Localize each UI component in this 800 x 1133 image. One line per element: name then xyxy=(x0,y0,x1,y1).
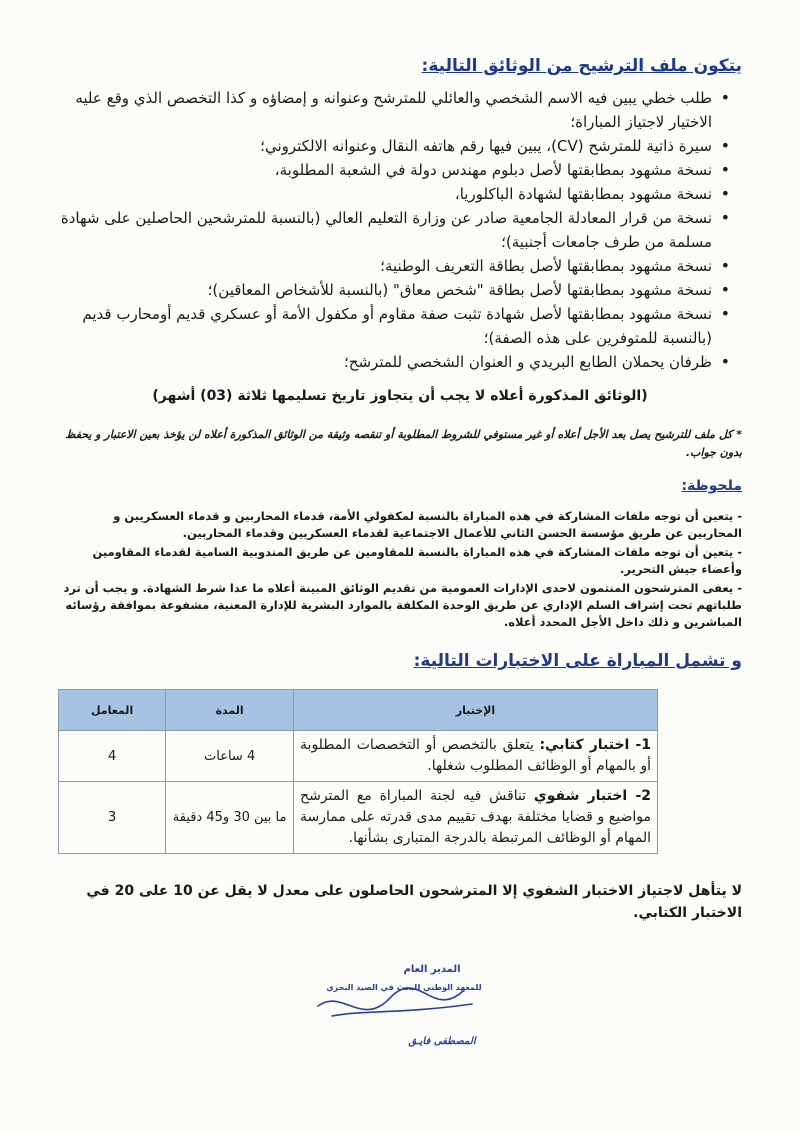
signature-scribble-icon xyxy=(318,988,472,1016)
note-paragraph: - يتعين أن توجه ملفات المشاركة في هذه المباراة بالنسبة لمكفولي الأمة، قدماء المحاربين و قدماء العسكريين و المحاربين عن طريق مؤسسة الحسن الثاني للأعمال الاجتماعية لقدماء العسكريين وقدماء المحاربين. xyxy=(113,509,742,540)
document-item: • نسخة مشهود بمطابقتها لشهادة الباكلوريا، xyxy=(58,182,730,206)
header-test: الإختبار xyxy=(294,690,658,731)
note-title: ملحوظة: xyxy=(681,478,742,494)
coefficient-cell: 4 xyxy=(59,731,166,782)
table-header-row xyxy=(59,690,658,731)
header-duration: المدة xyxy=(166,690,294,731)
validity-note: (الوثائق المذكورة أعلاه لا يجب أن يتجاوز تاريخ تسليمها ثلاثة (03) أشهر) xyxy=(152,388,648,404)
duration-cell: ما بين 30 و45 دقيقة xyxy=(166,782,294,854)
note-paragraph: - يعفى المترشحون المنتمون لاحدى الإدارات العمومية من تقديم الوثائق المبينة أعلاه ما عدا شرط الشهادة. و يجب أن ترد طلباتهم تحت إشراف السلم الإداري عن طريق الوحدة المكلفة بالموارد البشرية للإدارة المعنية، مشفوعة بموافقة رؤسائه المباشرين و ذلك داخل الأجل المحدد أعلاه. xyxy=(63,581,742,629)
tests-heading: و تشمل المباراة على الاختبارات التالية: xyxy=(413,651,742,671)
duration-cell: 4 ساعات xyxy=(166,731,294,782)
note-paragraph: - يتعين أن توجه ملفات المشاركة في هذه المباراة بالنسبة للمقاومين عن طريق المندوبية السامية لقدماء المقاومين وأعضاء جيش التحرير. xyxy=(92,545,742,576)
document-item: • نسخة مشهود بمطابقتها لأصل بطاقة التعريف الوطنية؛ xyxy=(58,254,730,278)
warning-note: * كل ملف للترشيح يصل بعد الأجل أعلاه أو غير مستوفي للشروط المطلوبة أو تنقصه وثيقة من الوثائق المذكورة أعلاه لن يؤخذ بعين الاعتبار و يحفظ بدون جواب. xyxy=(65,428,742,459)
test-description: يتعلق بالتخصص أو التخصصات المطلوبة أو بالمهام أو الوظائف المطلوب شغلها. xyxy=(300,737,651,774)
test-title: 1- اختبار كتابي: xyxy=(539,737,652,753)
document-item: • نسخة من قرار المعادلة الجامعية صادر عن وزارة التعليم العالي (بالنسبة للمترشحين الحاصلين على شهادة مسلمة من طرف جامعات أجنبية)؛ xyxy=(58,206,730,254)
document-item: • طلب خطي يبين فيه الاسم الشخصي والعائلي للمترشح وعنوانه و إمضاؤه و كذا التخصص الذي وقع عليه الاختيار لاجتياز المباراة؛ xyxy=(58,86,730,134)
eligibility-note: لا يتأهل لاجتياز الاختبار الشفوي إلا المترشحون الحاصلون على معدل لا يقل عن 10 على 20 في الاختبار الكتابي. xyxy=(86,883,742,921)
test-description: تناقش فيه لجنة المباراة مع المترشح مواضيع و قضايا مختلفة بهدف تقييم مدى قدرته على ممارسة المهام أو الوظائف المرتبطة بالدرجة المتبارى بشأنها. xyxy=(300,788,651,846)
document-item: • نسخة مشهود بمطابقتها لأصل بطاقة "شخص معاق" (بالنسبة للأشخاص المعاقين)؛ xyxy=(58,278,730,302)
coefficient-cell: 3 xyxy=(59,782,166,854)
notes-block xyxy=(58,508,742,631)
document-item: • ظرفان يحملان الطابع البريدي و العنوان الشخصي للمترشح؛ xyxy=(58,350,730,374)
signature-institution: للمعهد الوطني للبحث في الصيد البحري xyxy=(326,983,482,992)
document-item: • سيرة ذاتية للمترشح (CV)، يبين فيها رقم هاتفه النقال وعنوانه الالكتروني؛ xyxy=(58,134,730,158)
table-row xyxy=(59,731,658,782)
test-cell xyxy=(294,731,658,782)
signature-title: المدير العام xyxy=(403,964,461,975)
documents-heading: يتكون ملف الترشيح من الوثائق التالية: xyxy=(421,56,742,76)
signature-stamp xyxy=(312,958,492,1058)
test-cell xyxy=(294,782,658,854)
test-title: 2- اختبار شفوي xyxy=(533,788,652,804)
table-row xyxy=(59,782,658,854)
header-coefficient: المعامل xyxy=(59,690,166,731)
tests-table xyxy=(58,689,658,854)
signature-name: المصطفى فايـق xyxy=(408,1036,476,1047)
document-item: • نسخة مشهود بمطابقتها لأصل دبلوم مهندس دولة في الشعبة المطلوبة، xyxy=(58,158,730,182)
documents-list xyxy=(58,86,742,374)
document-item: • نسخة مشهود بمطابقتها لأصل شهادة تثبت صفة مقاوم أو مكفول الأمة أو عسكري قديم أومحارب قديم (بالنسبة للمتوفرين على هذه الصفة)؛ xyxy=(58,302,730,350)
